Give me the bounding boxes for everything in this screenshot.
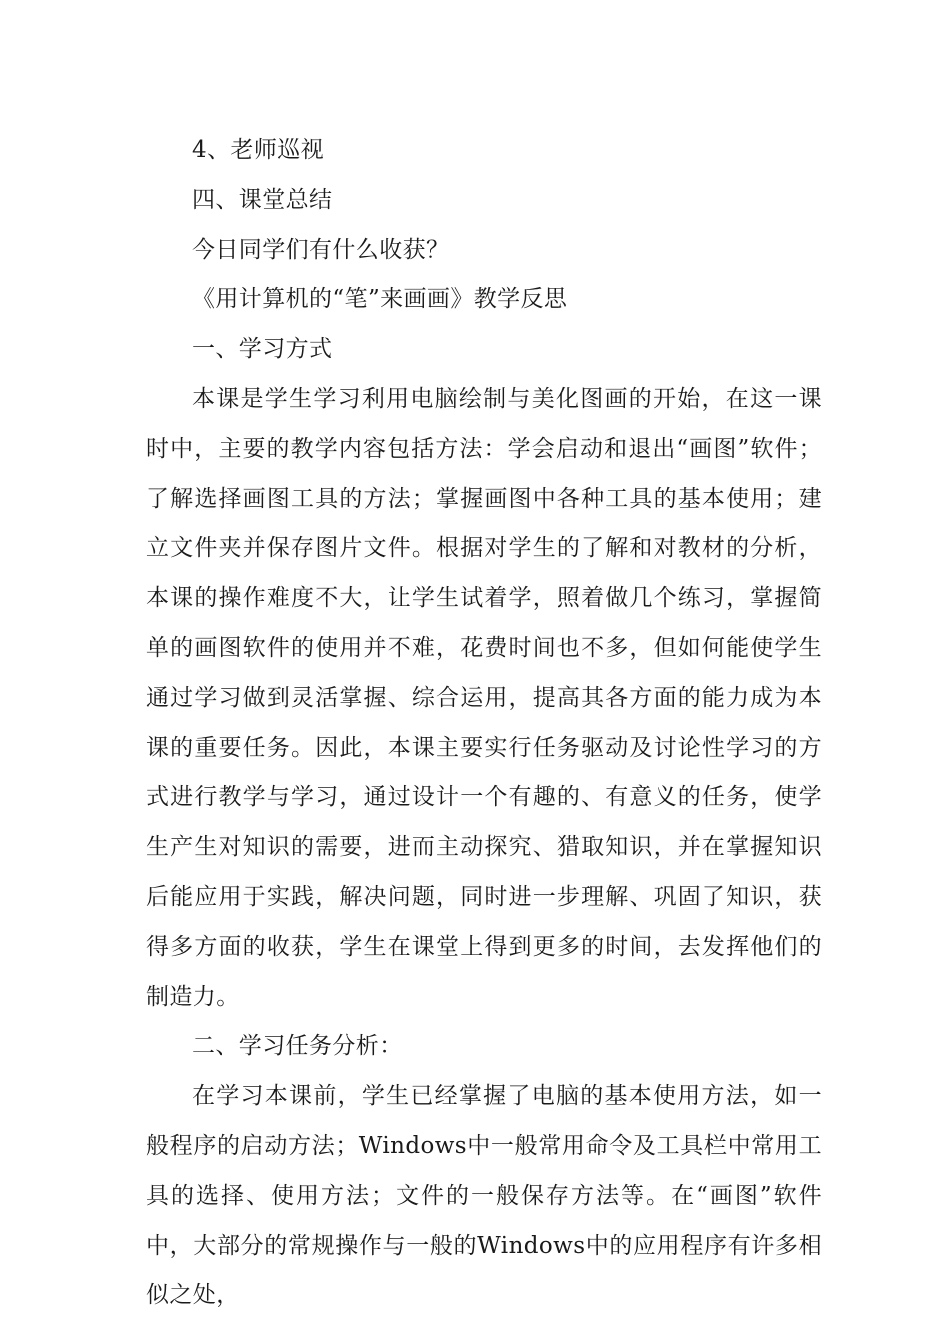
summary-question: 今日同学们有什么收获？: [192, 236, 450, 263]
section-1-heading: 一、学习方式: [192, 336, 333, 363]
step-4-teacher-patrol: 4、老师巡视: [192, 137, 325, 163]
section-1-body: 本课是学生学习利用电脑绘制与美化图画的开始，在这一课时中，主要的教学内容包括方法：学会启动和退出“画图”软件；了解选择画图工具的方法；掌握画图中各种工具的基本使用；建立文件夹并保存图片文件。根据对学生的了解和对教材的分析，本课的操作难度不大，让学生试着学，照着做几个练习，掌握简单的画图软件的使用并不难，花费时间也不多，但如何能使学生通过学习做到灵活掌握、综合运用，提高其各方面的能力成为本课的重要任务。因此，本课主要实行任务驱动及讨论性学习的方式进行教学与学习，通过设计一个有趣的、有意义的任务，使学生产生对知识的需要，进而主动探究、猎取知识，并在掌握知识后能应用于实践，解决问题，同时进一步理解、巩固了知识，获得多方面的收获，学生在课堂上得到更多的时间，去发挥他们的制造力。: [146, 385, 822, 1010]
section-2-heading: 二、学习任务分析：: [192, 1033, 403, 1060]
section-2-body: 在学习本课前，学生已经掌握了电脑的基本使用方法，如一般程序的启动方法；Windows中一般常用命令及工具栏中常用工具的选择、使用方法；文件的一般保存方法等。在“画图”软件中，大部分的常规操作与一般的Windows中的应用程序有许多相似之处，: [146, 1083, 822, 1309]
reflection-title: 《用计算机的“笔”来画画》教学反思: [192, 286, 568, 313]
section-4-heading: 四、课堂总结: [192, 186, 333, 213]
document-body: [146, 126, 822, 1321]
